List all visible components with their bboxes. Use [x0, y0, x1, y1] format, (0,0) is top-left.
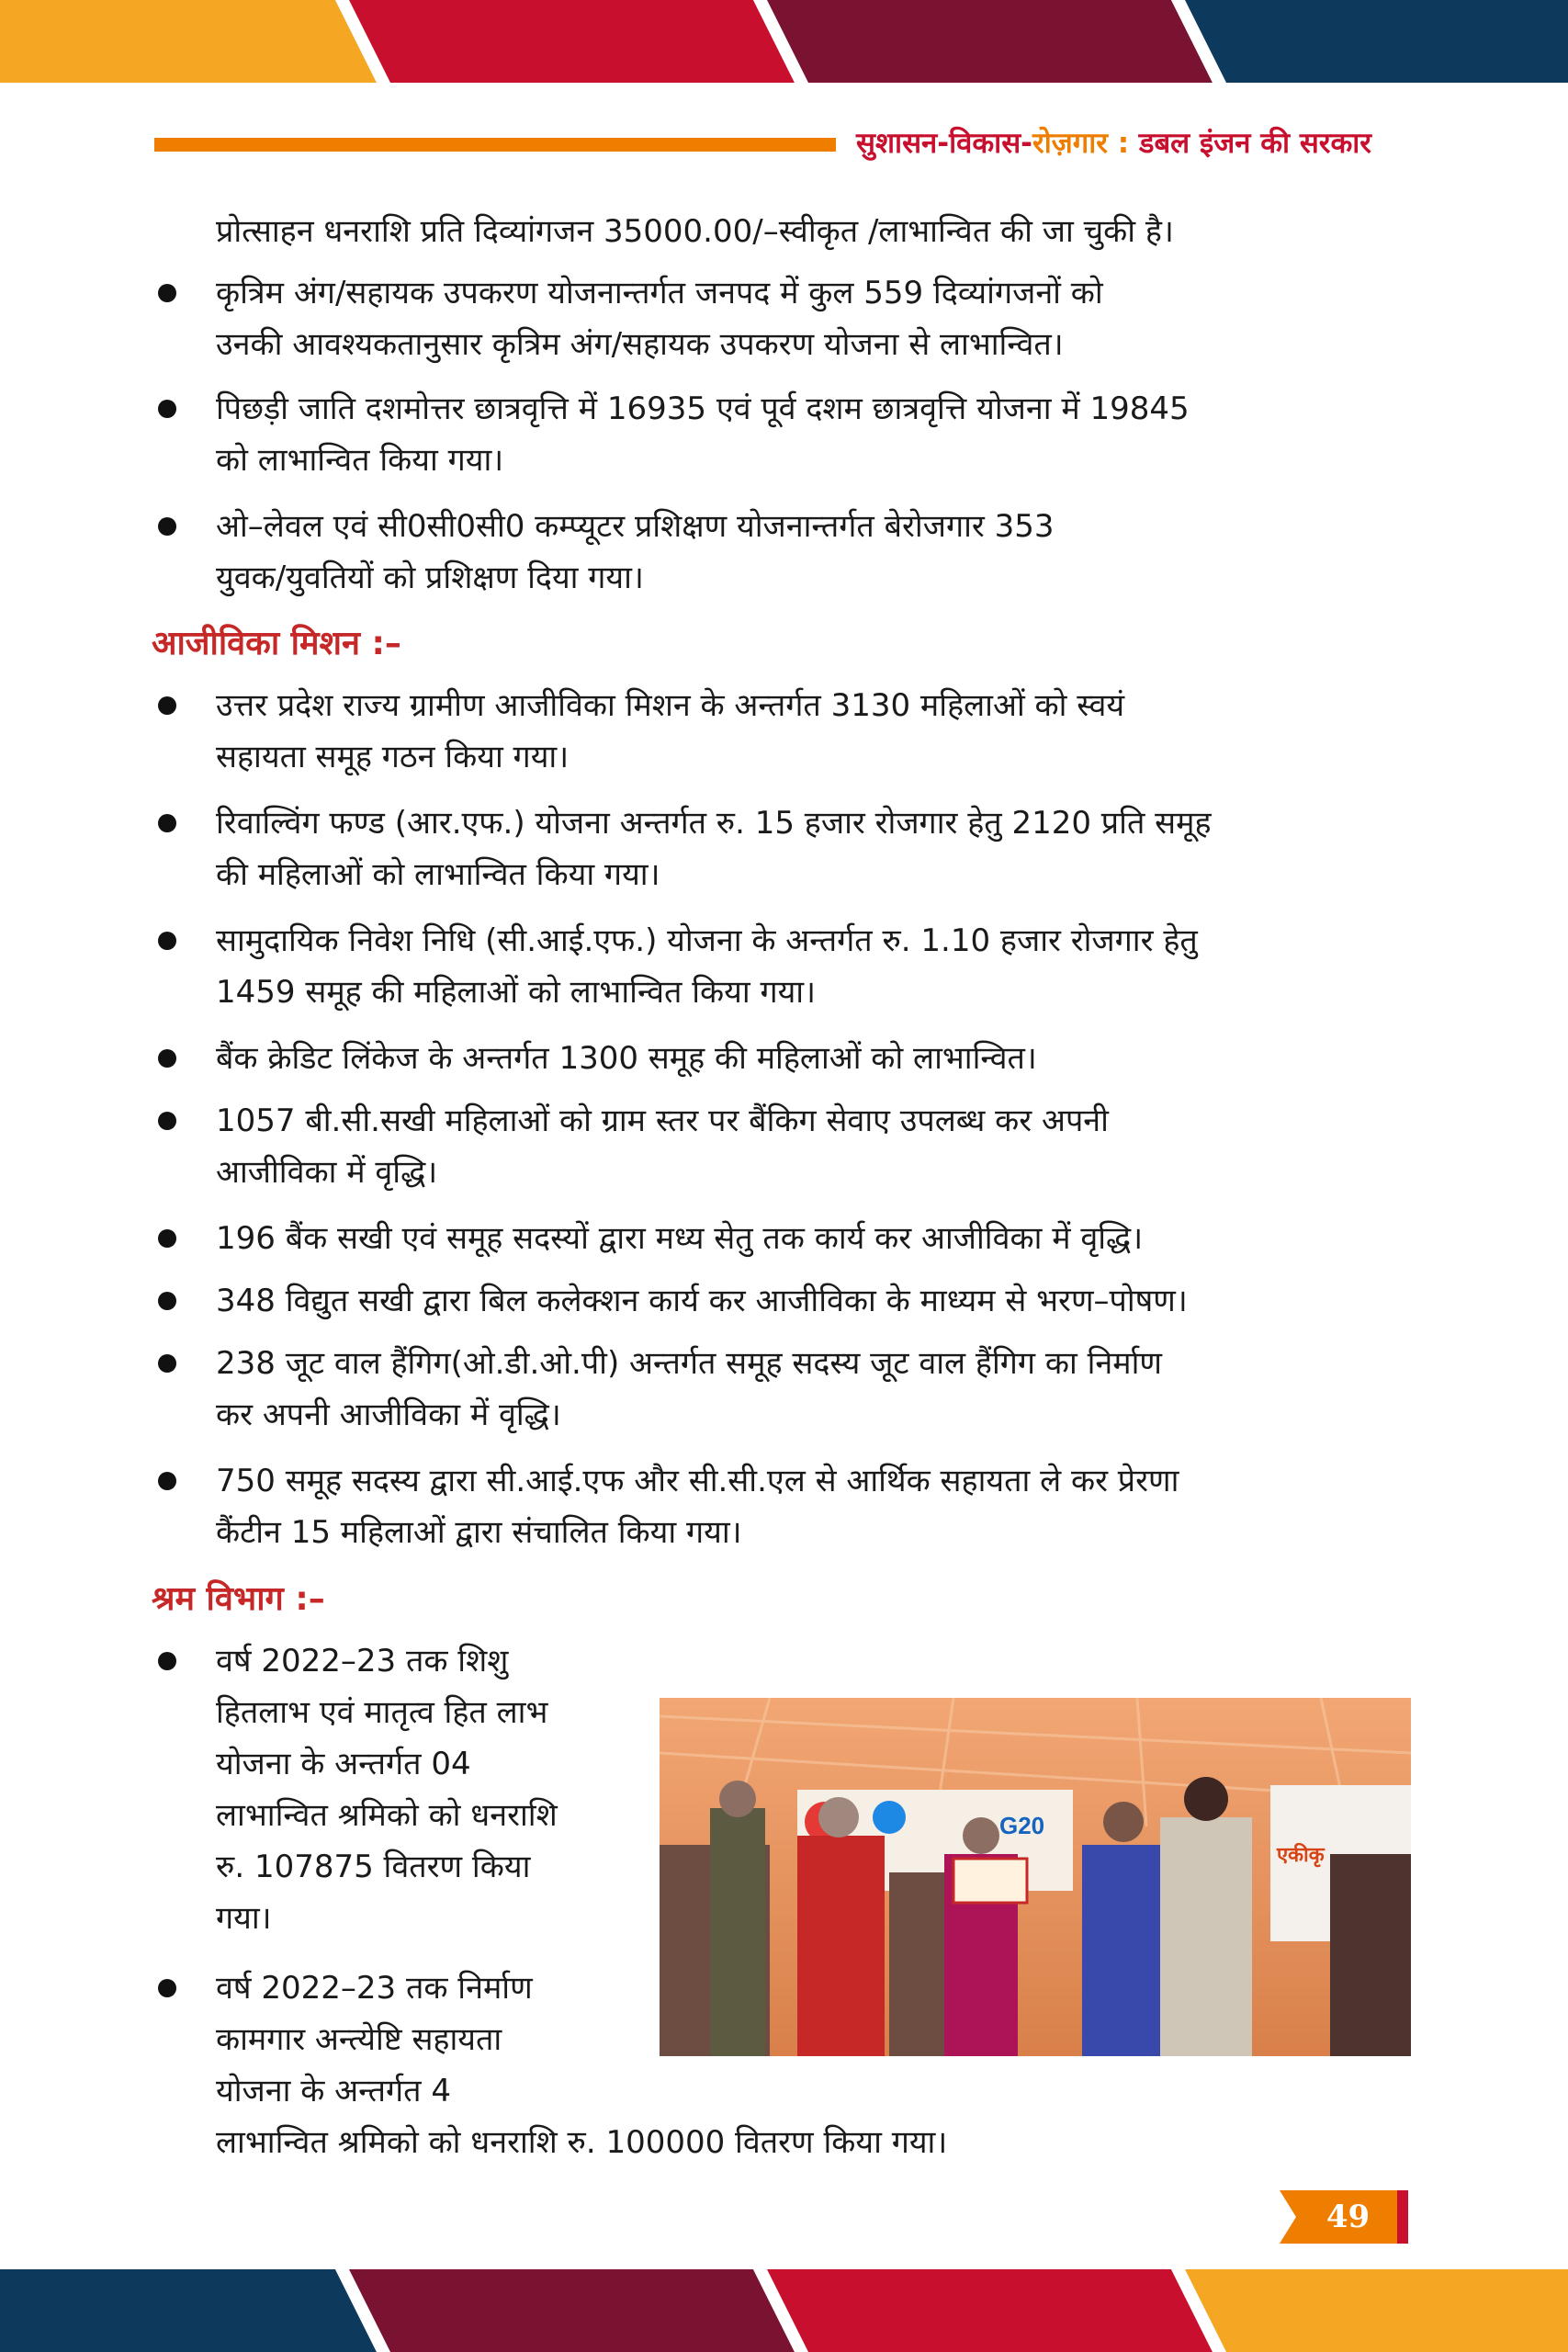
list-item: 196 बैंक सखी एवं समूह सदस्यों द्वारा मध्य सेतु तक कार्य कर आजीविका में वृद्धि। [216, 1220, 1144, 1257]
event-photo [660, 1698, 1411, 2056]
bullet-dot [158, 696, 176, 715]
bullet-dot [158, 814, 176, 832]
photo-banner-text-left: G20 [999, 1812, 1045, 1839]
list-item: 348 विद्युत सखी द्वारा बिल कलेक्शन कार्य कर आजीविका के माध्यम से भरण–पोषण। [216, 1283, 1188, 1319]
photo-banner-text-right: एकीकृ [1277, 1843, 1325, 1866]
list-item: पिछड़ी जाति दशमोत्तर छात्रवृत्ति में 16935 एवं पूर्व दशम छात्रवृत्ति योजना में 19845 को लाभान्वित किया गया। [216, 390, 1190, 479]
list-item: 1057 बी.सी.सखी महिलाओं को ग्राम स्तर पर बैंकिग सेवाए उपलब्ध कर अपनी आजीविका में वृद्धि। [216, 1102, 1109, 1191]
bullet-dot [158, 1049, 176, 1068]
page-number: 49 [1325, 2199, 1371, 2235]
list-item: ओ–लेवल एवं सी0सी0सी0 कम्प्यूटर प्रशिक्षण योजनान्तर्गत बेरोजगार 353 युवक/युवतियों को प्रशिक्षण दिया गया। [216, 508, 1055, 596]
header-title-part1: सुशासन-विकास- [856, 127, 1033, 160]
list-item: कृत्रिम अंग/सहायक उपकरण योजनान्तर्गत जनपद में कुल 559 दिव्यांगजनों को उनकी आवश्यकतानुसार कृत्रिम अंग/सहायक उपकरण योजना से लाभान्वित। [216, 275, 1103, 363]
list-item: वर्ष 2022–23 तक निर्माण कामगार अन्त्येष्टि सहायता योजना के अन्तर्गत 4 लाभान्वित श्रमिको को धनराशि रु. 100000 वितरण किया गया। [216, 1970, 948, 2161]
top-decorative-band [0, 0, 1568, 83]
header-title-part2: रोज़गार : [1032, 127, 1139, 160]
bullet-dot [158, 1472, 176, 1490]
bullet-dot [158, 1112, 176, 1130]
bullet-dot [158, 1229, 176, 1248]
list-item: वर्ष 2022–23 तक शिशु हितलाभ एवं मातृत्व हित लाभ योजना के अन्तर्गत 04 लाभान्वित श्रमिको को धनराशि रु. 107875 वितरण किया गया। [216, 1643, 558, 1937]
list-item: बैंक क्रेडिट लिंकेज के अन्तर्गत 1300 समूह की महिलाओं को लाभान्वित। [216, 1040, 1037, 1077]
bullet-dot [158, 1979, 176, 1997]
list-item: सामुदायिक निवेश निधि (सी.आई.एफ.) योजना के अन्तर्गत रु. 1.10 हजार रोजगार हेतु 1459 समूह की महिलाओं को लाभान्वित किया गया। [216, 922, 1198, 1011]
running-header-title [856, 123, 1426, 162]
bullet-dot [158, 1292, 176, 1310]
list-item: रिवाल्विंग फण्ड (आर.एफ.) योजना अन्तर्गत रु. 15 हजार रोजगार हेतु 2120 प्रति समूह की महिलाओं को लाभान्वित किया गया। [216, 805, 1212, 893]
list-item: 750 समूह सदस्य द्वारा सी.आई.एफ और सी.सी.एल से आर्थिक सहायता ले कर प्रेरणा कैंटीन 15 महिलाओं द्वारा संचालित किया गया। [216, 1463, 1179, 1551]
bullet-dot [158, 517, 176, 536]
bullet-dot [158, 284, 176, 302]
bullet-dot [158, 400, 176, 418]
bullet-dot [158, 932, 176, 950]
bullet-dot [158, 1652, 176, 1670]
intro-paragraph: प्रोत्साहन धनराशि प्रति दिव्यांगजन 35000.00/–स्वीकृत /लाभान्वित की जा चुकी है। [216, 213, 1174, 250]
section-heading-shram: श्रम विभाग :– [152, 1580, 325, 1618]
list-item: 238 जूट वाल हैंगिग(ओ.डी.ओ.पी) अन्तर्गत समूह सदस्य जूट वाल हैंगिग का निर्माण कर अपनी आजीविका में वृद्धि। [216, 1345, 1162, 1433]
section-heading-ajeevika: आजीविका मिशन :– [152, 625, 401, 662]
bullet-dot [158, 1354, 176, 1373]
header-rule [154, 138, 836, 152]
header-title-part3: डबल इंजन की सरकार [1138, 127, 1371, 160]
bottom-decorative-band [0, 2269, 1568, 2352]
list-item: उत्तर प्रदेश राज्य ग्रामीण आजीविका मिशन के अन्तर्गत 3130 महिलाओं को स्वयं सहायता समूह गठन किया गया। [216, 687, 1125, 775]
